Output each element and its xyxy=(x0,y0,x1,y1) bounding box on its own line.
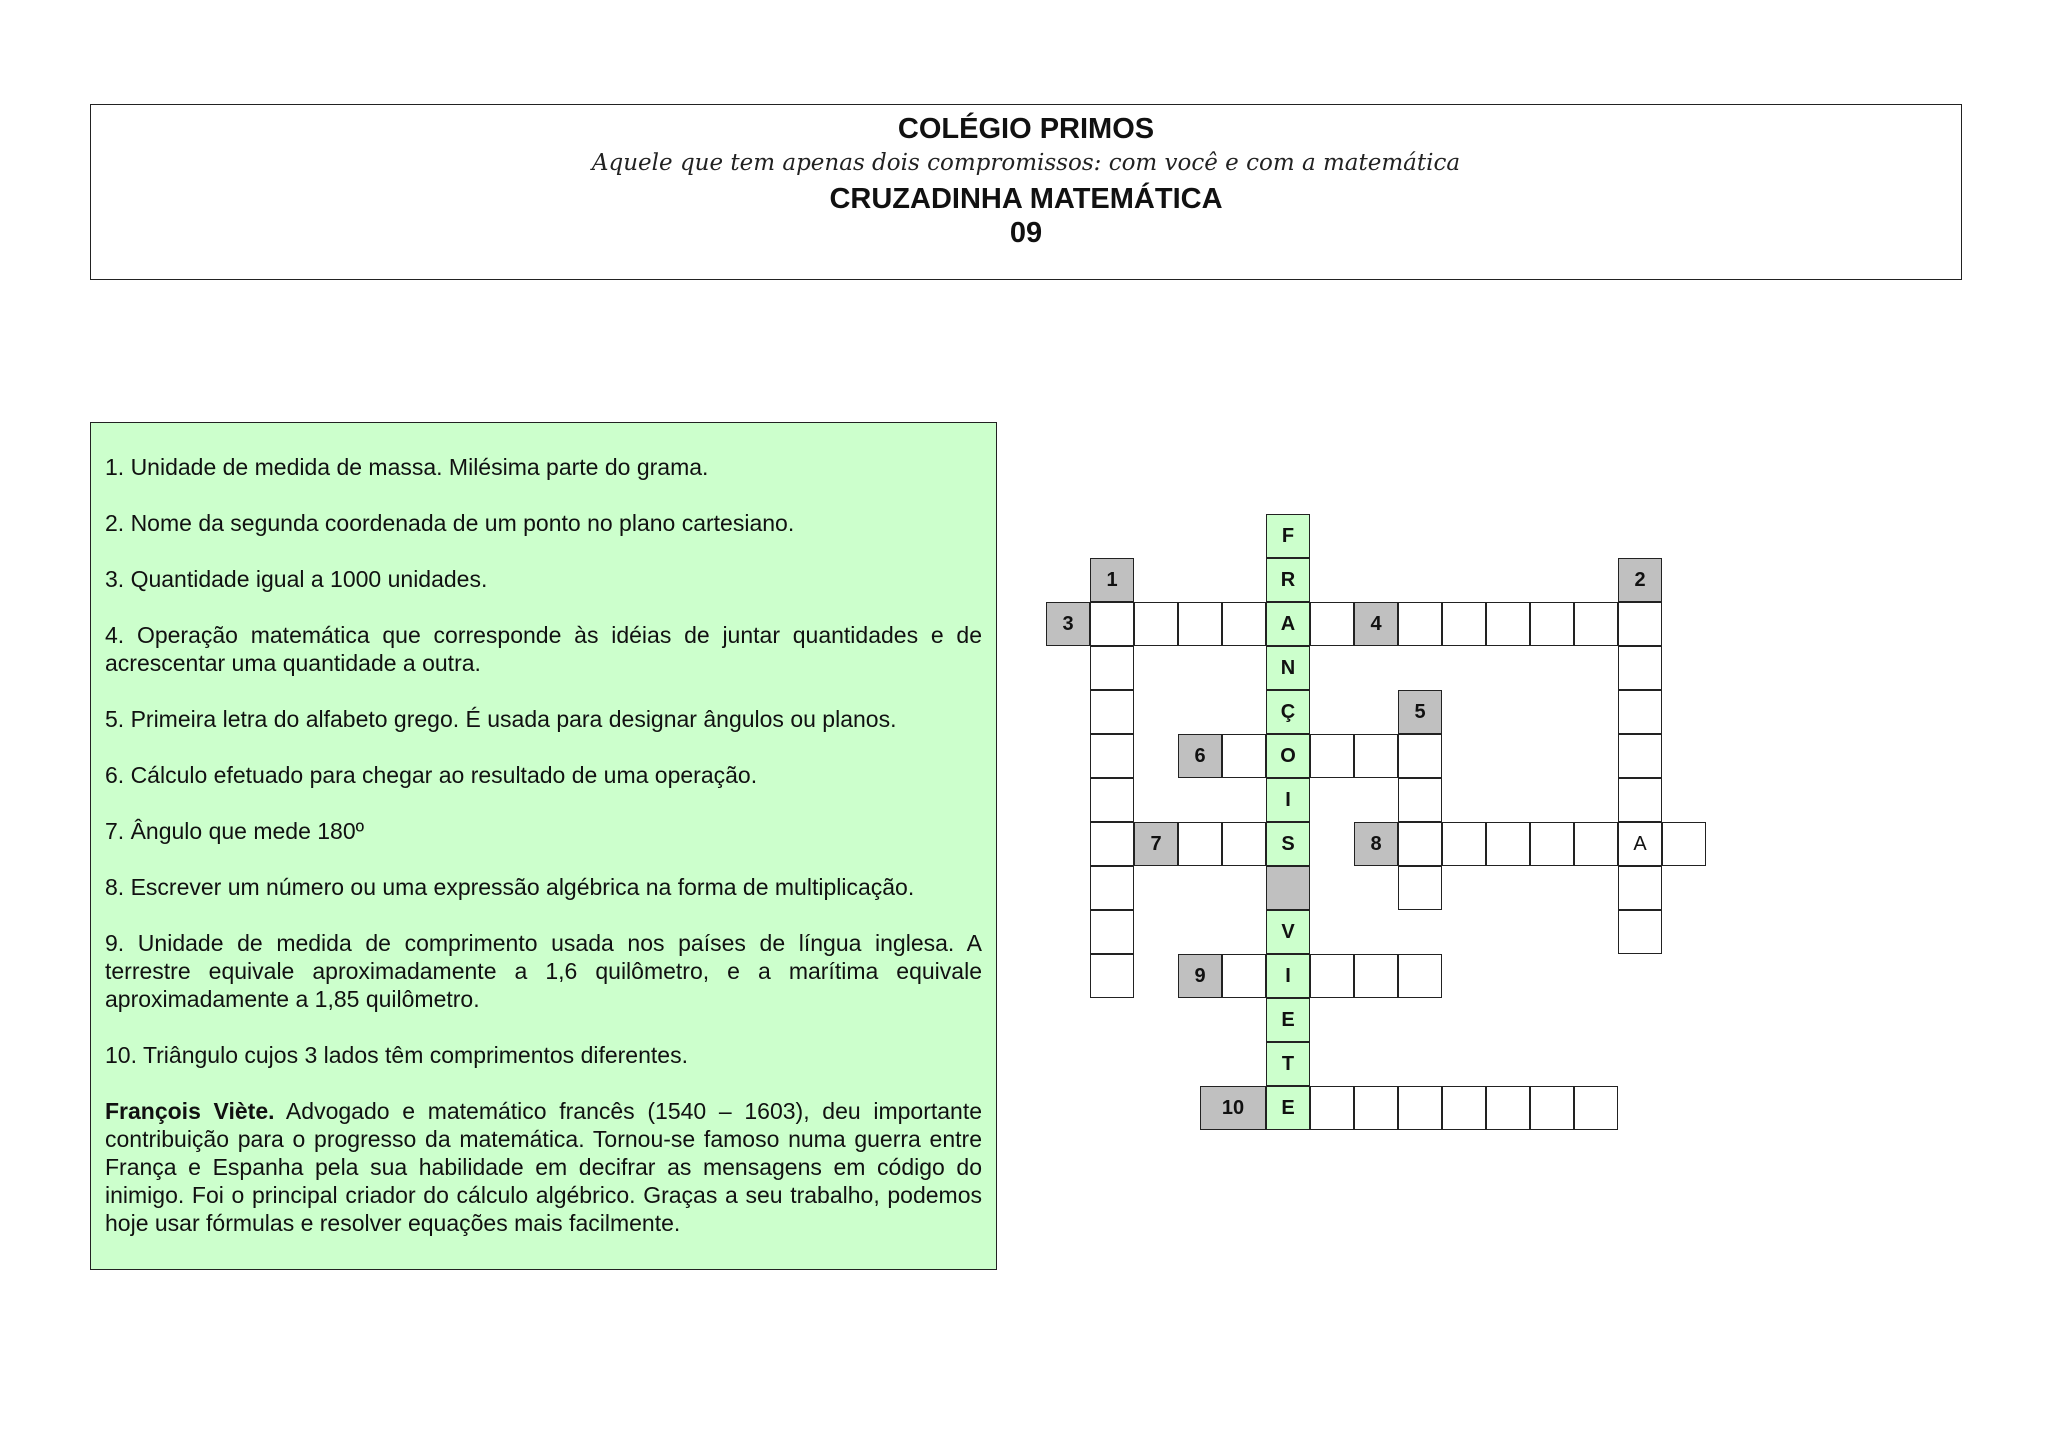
clues-panel xyxy=(90,422,997,1270)
given-letter-cell[interactable]: A xyxy=(1618,822,1662,866)
name-letter-cell: N xyxy=(1266,646,1310,690)
name-letter-cell: T xyxy=(1266,1042,1310,1086)
crossword-cell[interactable] xyxy=(1090,690,1134,734)
crossword-cell[interactable] xyxy=(1090,910,1134,954)
name-letter-cell: O xyxy=(1266,734,1310,778)
name-letter-cell: V xyxy=(1266,910,1310,954)
name-letter-cell: F xyxy=(1266,514,1310,558)
clue-5: 5. Primeira letra do alfabeto grego. É usada para designar ângulos ou planos. xyxy=(105,706,897,732)
crossword-cell[interactable] xyxy=(1442,1086,1486,1130)
name-letter-cell: A xyxy=(1266,602,1310,646)
clue-2: 2. Nome da segunda coordenada de um ponto no plano cartesiano. xyxy=(105,510,795,536)
crossword-cell[interactable] xyxy=(1398,866,1442,910)
crossword-cell[interactable] xyxy=(1090,954,1134,998)
crossword-cell[interactable] xyxy=(1398,734,1442,778)
worksheet-header xyxy=(90,104,1962,280)
clue-10: 10. Triângulo cujos 3 lados têm comprimentos diferentes. xyxy=(105,1042,688,1068)
crossword-cell[interactable] xyxy=(1310,954,1354,998)
crossword-cell[interactable] xyxy=(1090,602,1134,646)
crossword-cell[interactable] xyxy=(1222,602,1266,646)
clue-1: 1. Unidade de medida de massa. Milésima parte do grama. xyxy=(105,454,709,480)
crossword-cell[interactable] xyxy=(1178,822,1222,866)
clue-number-10: 10 xyxy=(1200,1086,1266,1130)
name-letter-cell: Ç xyxy=(1266,690,1310,734)
clue-number-1: 1 xyxy=(1090,558,1134,602)
name-separator-cell xyxy=(1266,866,1310,910)
crossword-cell[interactable] xyxy=(1486,822,1530,866)
crossword-cell[interactable] xyxy=(1398,602,1442,646)
crossword-cell[interactable] xyxy=(1090,646,1134,690)
crossword-cell[interactable] xyxy=(1442,822,1486,866)
clue-number-8: 8 xyxy=(1354,822,1398,866)
crossword-cell[interactable] xyxy=(1618,602,1662,646)
crossword-cell[interactable] xyxy=(1662,822,1706,866)
clue-7: 7. Ângulo que mede 180º xyxy=(105,818,365,844)
name-letter-cell: E xyxy=(1266,998,1310,1042)
crossword-cell[interactable] xyxy=(1398,778,1442,822)
crossword-cell[interactable] xyxy=(1222,822,1266,866)
crossword-cell[interactable] xyxy=(1530,1086,1574,1130)
crossword-cell[interactable] xyxy=(1618,778,1662,822)
clue-number-3: 3 xyxy=(1046,602,1090,646)
crossword-cell[interactable] xyxy=(1222,734,1266,778)
crossword-cell[interactable] xyxy=(1618,910,1662,954)
crossword-cell[interactable] xyxy=(1618,690,1662,734)
crossword-cell[interactable] xyxy=(1398,822,1442,866)
clue-4: 4. Operação matemática que corresponde às idéias de juntar quantidades e de acrescentar uma quantidade a outra. xyxy=(105,622,982,676)
biography-note xyxy=(105,1097,982,1237)
clue-8: 8. Escrever um número ou uma expressão algébrica na forma de multiplicação. xyxy=(105,874,915,900)
name-letter-cell: R xyxy=(1266,558,1310,602)
crossword-cell[interactable] xyxy=(1310,1086,1354,1130)
name-letter-cell: S xyxy=(1266,822,1310,866)
crossword-cell[interactable] xyxy=(1618,734,1662,778)
crossword-cell[interactable] xyxy=(1354,734,1398,778)
crossword-cell[interactable] xyxy=(1310,602,1354,646)
clue-number-5: 5 xyxy=(1398,690,1442,734)
name-letter-cell: I xyxy=(1266,778,1310,822)
clue-number-7: 7 xyxy=(1134,822,1178,866)
crossword-cell[interactable] xyxy=(1222,954,1266,998)
crossword-cell[interactable] xyxy=(1442,602,1486,646)
crossword-cell[interactable] xyxy=(1310,734,1354,778)
crossword-cell[interactable] xyxy=(1486,602,1530,646)
crossword-cell[interactable] xyxy=(1090,734,1134,778)
crossword-cell[interactable] xyxy=(1618,646,1662,690)
clue-number-6: 6 xyxy=(1178,734,1222,778)
clue-6: 6. Cálculo efetuado para chegar ao resultado de uma operação. xyxy=(105,762,758,788)
puzzle-title: CRUZADINHA MATEMÁTICA xyxy=(829,183,1223,215)
crossword-cell[interactable] xyxy=(1090,778,1134,822)
clue-3: 3. Quantidade igual a 1000 unidades. xyxy=(105,566,488,592)
school-motto: Aquele que tem apenas dois compromissos: com você e com a matemática xyxy=(591,150,1461,176)
crossword-cell[interactable] xyxy=(1530,602,1574,646)
crossword-cell[interactable] xyxy=(1354,1086,1398,1130)
crossword-cell[interactable] xyxy=(1486,1086,1530,1130)
crossword-cell[interactable] xyxy=(1090,822,1134,866)
crossword-cell[interactable] xyxy=(1574,1086,1618,1130)
clue-9: 9. Unidade de medida de comprimento usada nos países de língua inglesa. A terrestre equivale aproximadamente a 1,6 quilômetro, e a marítima equivale aproximadamente a 1,85 quilômetro. xyxy=(105,930,982,1012)
clue-number-2: 2 xyxy=(1618,558,1662,602)
crossword-cell[interactable] xyxy=(1398,1086,1442,1130)
crossword-cell[interactable] xyxy=(1530,822,1574,866)
biography-text: Advogado e matemático francês (1540 – 1603), deu importante contribuição para o progresso da matemática. Tornou-se famoso numa guerra entre França e Espanha pela sua habilidade em decifrar as mensagens em código do inimigo. Foi o principal criador do cálculo algébrico. Graças a seu trabalho, podemos hoje usar fórmulas e resolver equações mais facilmente. xyxy=(105,1098,983,1236)
crossword-cell[interactable] xyxy=(1398,954,1442,998)
clue-number-4: 4 xyxy=(1354,602,1398,646)
crossword-cell[interactable] xyxy=(1090,866,1134,910)
biography-name: François Viète. xyxy=(105,1098,275,1124)
crossword-cell[interactable] xyxy=(1354,954,1398,998)
name-letter-cell: E xyxy=(1266,1086,1310,1130)
crossword-cell[interactable] xyxy=(1574,602,1618,646)
school-name: COLÉGIO PRIMOS xyxy=(897,113,1155,145)
crossword-cell[interactable] xyxy=(1618,866,1662,910)
puzzle-number: 09 xyxy=(1009,217,1043,249)
clue-number-9: 9 xyxy=(1178,954,1222,998)
crossword-cell[interactable] xyxy=(1574,822,1618,866)
name-letter-cell: I xyxy=(1266,954,1310,998)
crossword-cell[interactable] xyxy=(1134,602,1178,646)
crossword-cell[interactable] xyxy=(1178,602,1222,646)
